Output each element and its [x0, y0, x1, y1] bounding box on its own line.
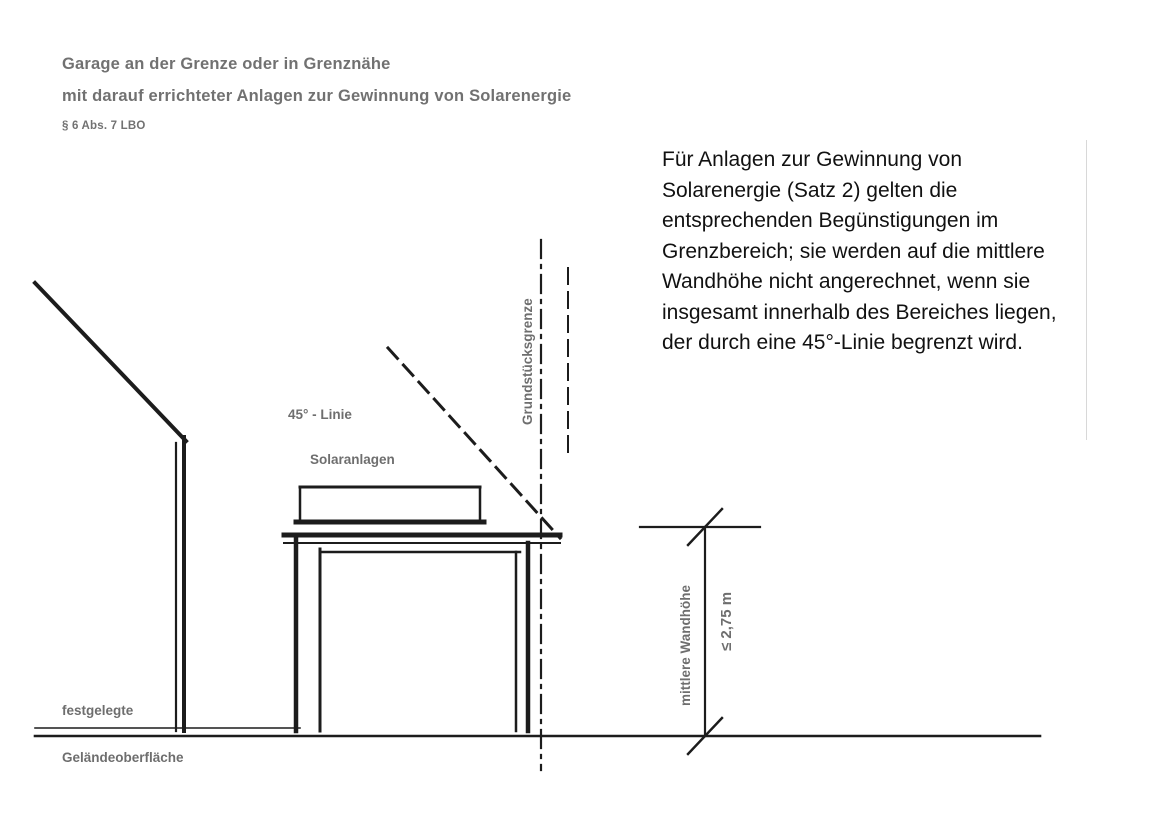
house-roof-line — [35, 283, 186, 441]
label-ground-surface: Geländeoberfläche — [62, 750, 184, 765]
document-legal-reference: § 6 Abs. 7 LBO — [62, 120, 146, 132]
label-solar-panels: Solaranlagen — [310, 452, 395, 467]
label-property-boundary: Grundstücksgrenze — [520, 298, 535, 425]
label-established-level: festgelegte — [62, 703, 134, 718]
document-title-line-1: Garage an der Grenze oder in Grenznähe — [62, 55, 391, 73]
label-mean-wall-height-value: ≤ 2,75 m — [718, 591, 735, 651]
document-title-line-2: mit darauf errichteter Anlagen zur Gewinnung von Solarenergie — [62, 87, 572, 105]
explanation-text: Für Anlagen zur Gewinnung von Solarenergie (Satz 2) gelten die entsprechenden Begünstigungen im Grenzbereich; sie werden auf die mittlere Wandhöhe nicht angerechnet, wenn sie insgesamt innerhalb des Bereiches liegen, der durch eine 45°-Linie begrenzt wird. — [662, 148, 1057, 354]
label-mean-wall-height: mittlere Wandhöhe — [678, 584, 693, 706]
label-45-degree-line: 45° - Linie — [288, 407, 352, 422]
